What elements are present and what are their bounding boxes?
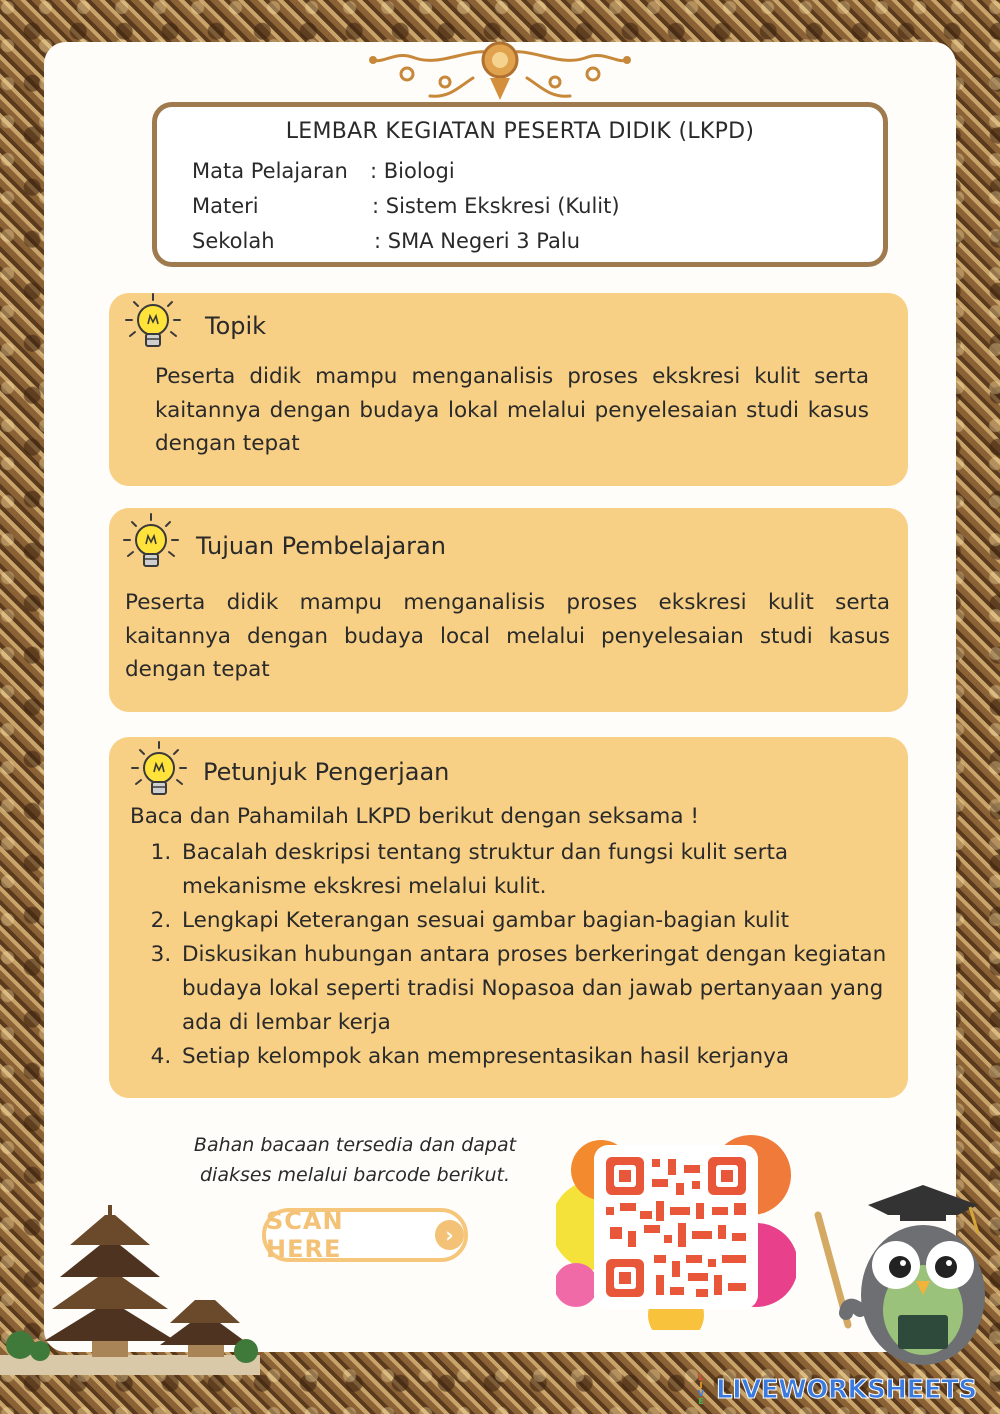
tujuan-text: Peserta didik mampu menganalisis proses ekskresi kulit serta kaitannya dengan budaya local melalui penyelesaian studi kasus dengan tepat [125,590,890,682]
header-box [152,102,888,267]
liveworksheets-watermark [690,1372,990,1408]
qr-code-icon[interactable] [556,1115,796,1330]
lightbulb-icon [118,512,184,574]
topik-text: Peserta didik mampu menganalisis proses ekskresi kulit serta kaitannya dengan budaya lokal melalui penyelesaian studi kasus dengan tepat [155,364,869,456]
scan-here-label: SCAN HERE [266,1207,344,1263]
liveworksheets-logo-icon: L I V E [697,1373,705,1406]
meta-value: : Biologi [370,159,455,183]
reading-note-line: diakses melalui barcode berikut. [199,1164,511,1186]
list-item: 1. Bacalah deskripsi tentang struktur dan fungsi kulit serta mekanisme ekskresi melalui kulit. [178,836,890,904]
meta-row-school [192,229,580,253]
meta-value: : SMA Negeri 3 Palu [374,229,581,253]
petunjuk-heading: Petunjuk Pengerjaan [203,758,450,786]
steps-list [130,836,890,1074]
reading-note-line: Bahan bacaan tersedia dan dapat [193,1134,517,1156]
list-item: 3. Diskusikan hubungan antara proses berkeringat dengan kegiatan budaya lokal seperti tradisi Nopasoa dan jawab pertanyaan yang ada di lembar kerja [178,938,890,1040]
meta-key: Sekolah [192,229,275,253]
list-item: 2. Lengkapi Keterangan sesuai gambar bagian-bagian kulit [178,904,890,938]
topik-heading: Topik [205,312,267,340]
petunjuk-intro: Baca dan Pahamilah LKPD berikut dengan seksama ! [130,804,699,829]
list-item: 4. Setiap kelompok akan mempresentasikan hasil kerjanya [178,1040,890,1074]
petunjuk-content [130,800,890,1074]
tujuan-heading: Tujuan Pembelajaran [196,532,446,560]
watermark-text: LIVEWORKSHEETS [716,1375,977,1405]
owl-teacher-illustration [808,1185,998,1365]
lightbulb-icon [126,740,192,802]
meta-value: : Sistem Ekskresi (Kulit) [372,194,620,218]
lightbulb-icon [120,292,186,354]
scan-here-button[interactable] [262,1208,468,1262]
temple-illustration [0,1205,260,1375]
page-title: LEMBAR KEGIATAN PESERTA DIDIK (LKPD) [285,119,755,144]
meta-key: Materi [192,194,259,218]
meta-row-material [192,194,620,218]
meta-row-subject [192,159,455,183]
ornament-flourish [355,38,645,110]
arrow-right-icon: › [435,1220,464,1250]
meta-key: Mata Pelajaran [192,159,348,183]
reading-note [160,1130,550,1190]
